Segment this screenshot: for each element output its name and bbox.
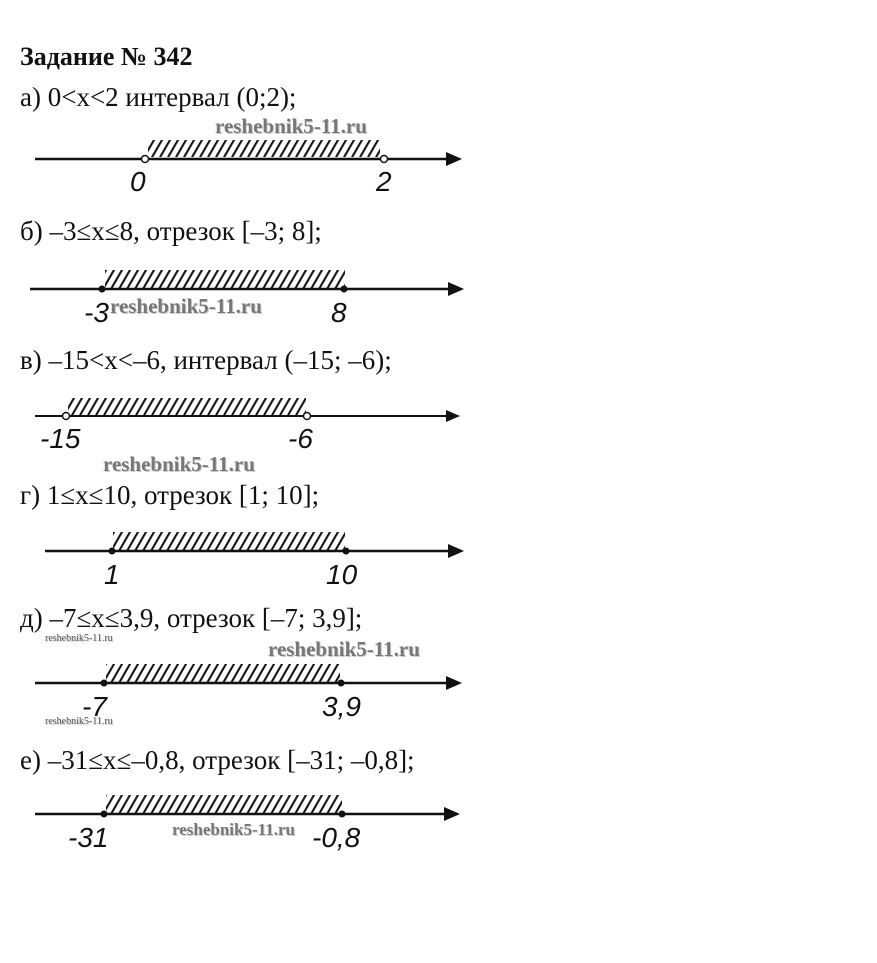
item-a-label: а) 0<x<2 интервал (0;2); xyxy=(20,82,297,112)
axis-arrow xyxy=(446,152,462,166)
left-tick-label: -15 xyxy=(40,423,81,454)
hatch-region xyxy=(105,270,345,288)
right-point xyxy=(381,156,388,163)
item-b-label: б) –3≤x≤8, отрезок [–3; 8]; xyxy=(20,216,322,246)
watermark: reshebnik5-11.ru xyxy=(172,820,295,839)
watermark: reshebnik5-11.ru xyxy=(103,452,255,476)
right-point xyxy=(304,413,311,420)
right-tick-label: 10 xyxy=(326,559,358,590)
hatch-region xyxy=(148,140,380,157)
left-point xyxy=(101,811,108,818)
left-tick-label: -3 xyxy=(84,297,109,328)
right-tick-label: -6 xyxy=(288,423,313,454)
right-point xyxy=(343,548,350,555)
watermark: reshebnik5-11.ru xyxy=(110,294,262,318)
item-c-label: в) –15<x<–6, интервал (–15; –6); xyxy=(20,345,392,375)
watermark-small: reshebnik5-11.ru xyxy=(45,716,113,727)
left-point xyxy=(99,286,106,293)
number-line-d xyxy=(0,532,877,592)
left-point xyxy=(142,156,149,163)
left-point xyxy=(63,413,70,420)
number-line-a xyxy=(0,140,877,200)
hatch-region xyxy=(68,398,306,415)
left-tick-label: 1 xyxy=(104,559,120,590)
number-line-e xyxy=(0,664,877,724)
left-tick-label: -7 xyxy=(82,691,107,722)
right-tick-label: 8 xyxy=(331,297,347,328)
item-f-label: е) –31≤x≤–0,8, отрезок [–31; –0,8]; xyxy=(20,745,415,775)
number-line-f xyxy=(0,795,877,855)
left-tick-label: 0 xyxy=(130,166,146,197)
item-d-label: г) 1≤x≤10, отрезок [1; 10]; xyxy=(20,480,320,510)
watermark-small: reshebnik5-11.ru xyxy=(45,633,113,644)
left-point xyxy=(101,680,108,687)
right-tick-label: 2 xyxy=(376,166,392,197)
left-tick-label: -31 xyxy=(68,822,109,853)
watermark: reshebnik5-11.ru xyxy=(268,637,420,661)
item-e-label: д) –7≤x≤3,9, отрезок [–7; 3,9]; xyxy=(20,603,363,633)
axis-arrow xyxy=(444,807,460,821)
axis-arrow xyxy=(448,544,464,558)
watermark: reshebnik5-11.ru xyxy=(215,114,367,138)
axis-arrow xyxy=(448,282,464,296)
hatch-region xyxy=(106,795,342,813)
right-tick-label: 3,9 xyxy=(322,691,361,722)
right-point xyxy=(341,286,348,293)
hatch-region xyxy=(106,664,340,682)
right-point xyxy=(339,811,346,818)
axis-arrow xyxy=(446,676,462,690)
right-tick-label: -0,8 xyxy=(312,822,361,853)
right-point xyxy=(338,680,345,687)
task-title: Задание № 342 xyxy=(20,42,193,71)
axis-arrow xyxy=(446,410,460,422)
hatch-region xyxy=(113,532,345,550)
left-point xyxy=(109,548,116,555)
number-line-c xyxy=(0,398,877,458)
